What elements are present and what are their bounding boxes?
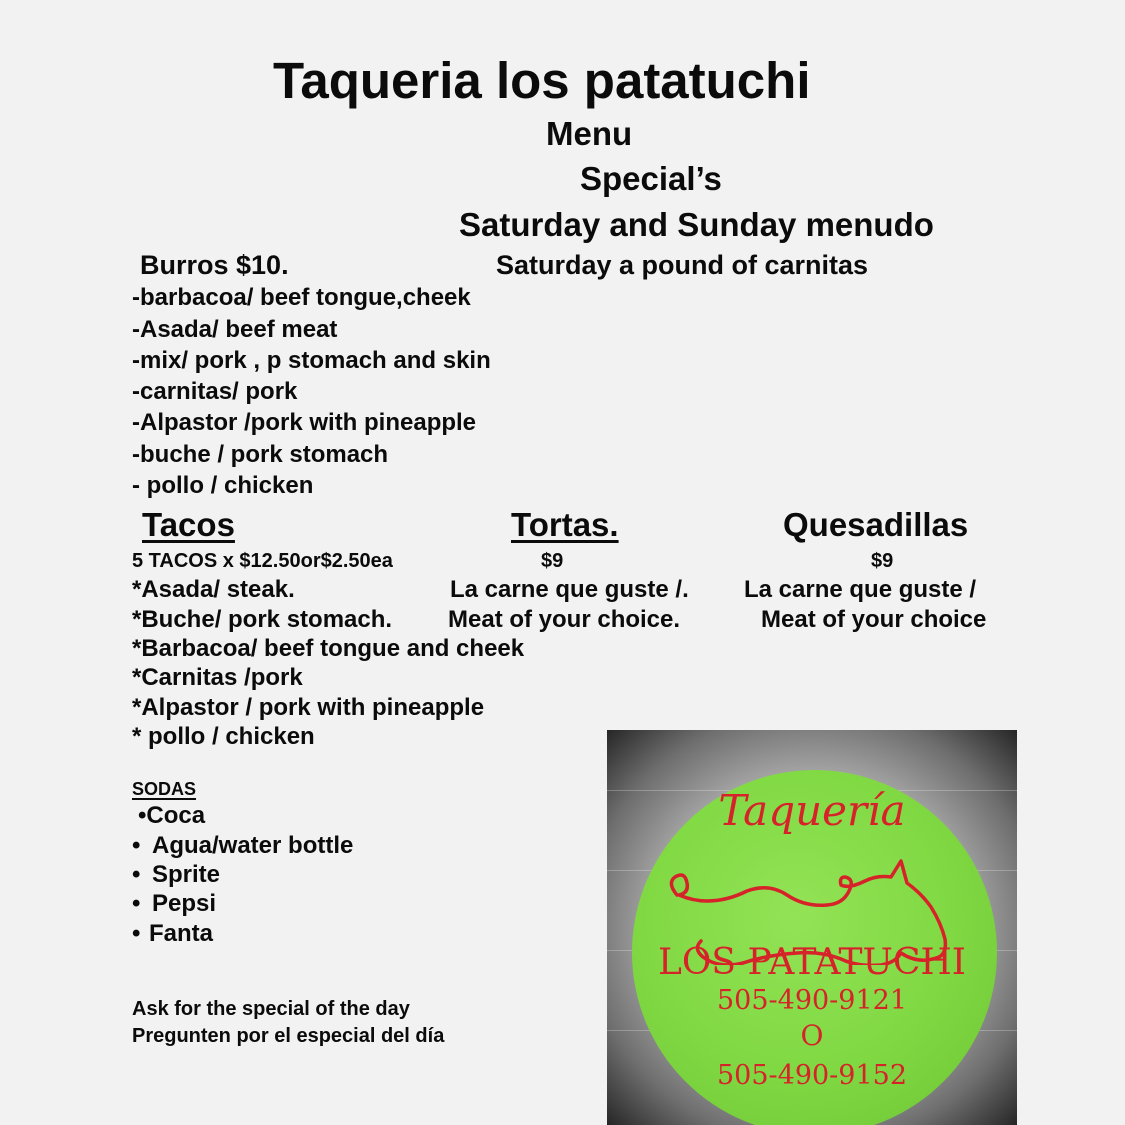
logo-image xyxy=(607,730,1017,1125)
soda-item: • Sprite xyxy=(132,861,221,888)
tacos-heading: Tacos xyxy=(142,506,235,543)
tortas-heading: Tortas. xyxy=(511,506,619,543)
tortas-desc-es: La carne que guste /. xyxy=(450,576,689,603)
bullet-icon: • xyxy=(138,802,147,829)
burros-item: -Alpastor /pork with pineapple xyxy=(132,409,477,436)
bullet-icon: • xyxy=(132,832,141,859)
menu-label: Menu xyxy=(546,115,633,152)
tacos-item: *Alpastor / pork with pineapple xyxy=(132,694,485,721)
quesadillas-price: $9 xyxy=(871,550,894,572)
tacos-price: 5 TACOS x $12.50or$2.50ea xyxy=(132,550,393,572)
burros-item: -carnitas/ pork xyxy=(132,378,298,405)
logo-phone-2: 505-490-9152 xyxy=(716,1060,908,1091)
sodas-heading: SODAS xyxy=(132,779,197,799)
tacos-item: * pollo / chicken xyxy=(132,723,315,750)
quesadillas-heading: Quesadillas xyxy=(783,506,969,543)
footer-special-en: Ask for the special of the day xyxy=(132,998,410,1020)
page-title: Taqueria los patatuchi xyxy=(273,52,811,109)
tacos-item: *Asada/ steak. xyxy=(132,576,295,603)
burros-item: -barbacoa/ beef tongue,cheek xyxy=(132,284,471,311)
logo-name: LOS PATATUCHI xyxy=(657,942,967,983)
burros-item: -Asada/ beef meat xyxy=(132,316,338,343)
specials-heading: Special’s xyxy=(580,160,722,197)
tacos-item: *Carnitas /pork xyxy=(132,664,303,691)
burros-item: -mix/ pork , p stomach and skin xyxy=(132,347,491,374)
tacos-item: *Buche/ pork stomach. xyxy=(132,606,393,633)
quesadillas-desc-es: La carne que guste / xyxy=(744,576,977,603)
logo-phone-1: 505-490-9121 xyxy=(716,985,908,1016)
bullet-icon: • xyxy=(132,920,141,947)
saturday-special: Saturday a pound of carnitas xyxy=(496,250,869,280)
weekend-special: Saturday and Sunday menudo xyxy=(459,206,934,243)
soda-item: • Pepsi xyxy=(132,890,217,917)
burros-item: - pollo / chicken xyxy=(132,472,314,499)
burros-item: -buche / pork stomach xyxy=(132,441,389,468)
quesadillas-desc-en: Meat of your choice xyxy=(761,606,987,633)
bullet-icon: • xyxy=(132,890,141,917)
soda-item: •Coca xyxy=(138,802,206,829)
logo-or: O xyxy=(800,1019,824,1052)
soda-item: • Fanta xyxy=(132,920,214,947)
burros-heading: Burros $10. xyxy=(140,250,289,280)
bullet-icon: • xyxy=(132,861,141,888)
tortas-price: $9 xyxy=(541,550,564,572)
logo-script-text: Taquería xyxy=(718,786,906,835)
footer-special-es: Pregunten por el especial del día xyxy=(132,1025,445,1047)
tacos-item: *Barbacoa/ beef tongue and cheek xyxy=(132,635,525,662)
soda-item: • Agua/water bottle xyxy=(132,832,354,859)
tortas-desc-en: Meat of your choice. xyxy=(448,606,681,633)
